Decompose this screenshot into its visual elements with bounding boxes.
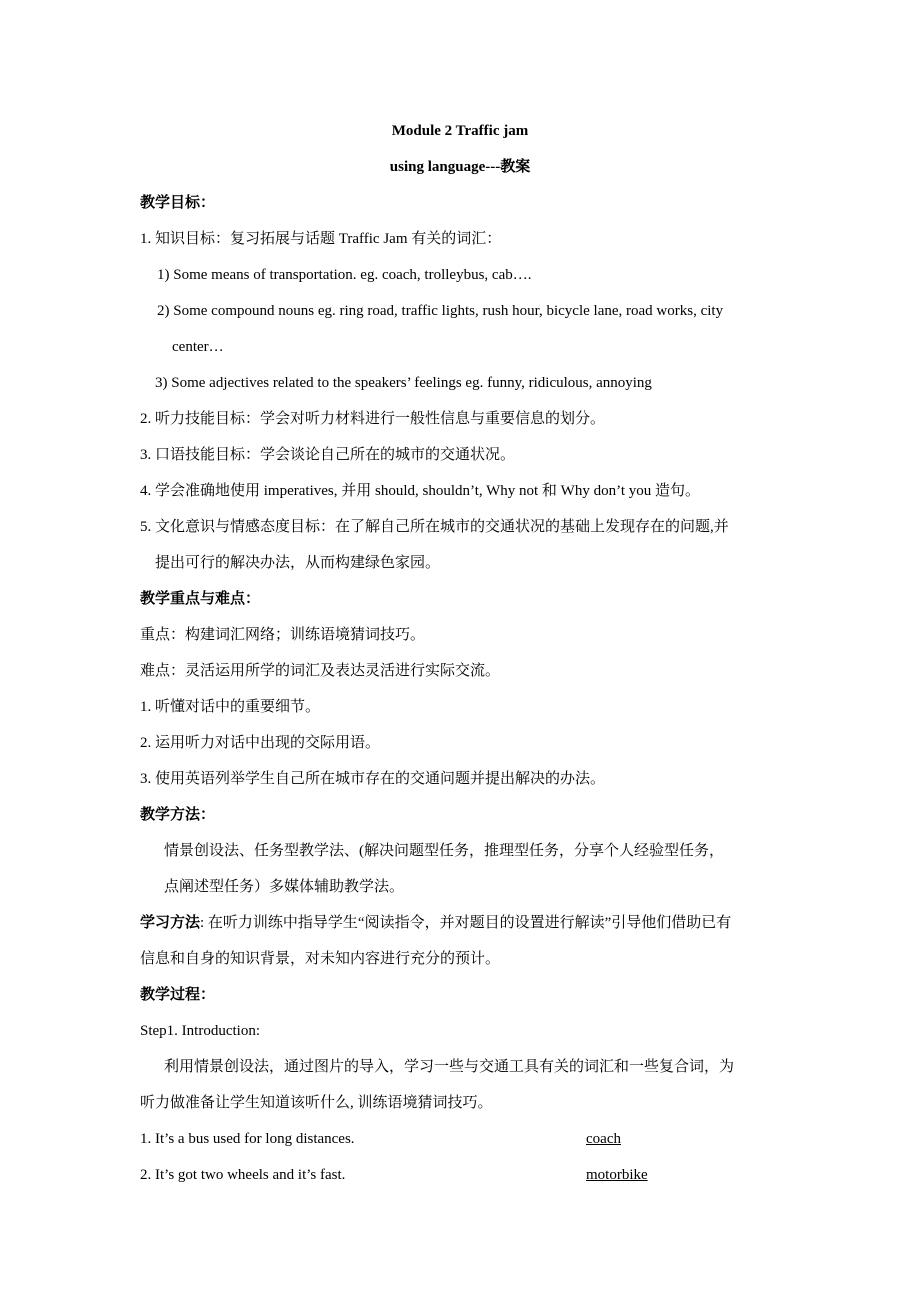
learning-methods-continued: 信息和自身的知识背景，对未知内容进行充分的预计。	[140, 951, 501, 967]
objective-item-2: 2. 听力技能目标：学会对听力材料进行一般性信息与重要信息的划分。	[140, 411, 606, 427]
difficulty-item-2: 2. 运用听力对话中出现的交际用语。	[140, 735, 381, 751]
objective-item-5-continued: 提出可行的解决办法，从而构建绿色家园。	[155, 555, 441, 571]
step1-description-continued: 听力做准备让学生知道该听什么, 训练语境猜词技巧。	[140, 1095, 493, 1111]
objectives-heading: 教学目标：	[140, 195, 216, 211]
objective-sub-2: 2) Some compound nouns eg. ring road, traffic lights, rush hour, bicycle lane, road works, city	[157, 303, 724, 319]
objective-item-3: 3. 口语技能目标：学会谈论自己所在的城市的交通状况。	[140, 447, 516, 463]
page-title: Module 2 Traffic jam	[391, 123, 529, 139]
objective-sub-1: 1) Some means of transportation. eg. coach, trolleybus, cab….	[157, 267, 532, 283]
objective-item-5: 5. 文化意识与情感态度目标：在了解自己所在城市的交通状况的基础上发现存在的问题,并	[140, 519, 729, 535]
answer-2: motorbike	[586, 1167, 648, 1183]
key-point-focus: 重点：构建词汇网络；训练语境猜词技巧。	[140, 627, 426, 643]
difficulty-item-1: 1. 听懂对话中的重要细节。	[140, 699, 321, 715]
learning-methods-label: 学习方法	[140, 915, 201, 931]
methods-line-2: 点阐述型任务）多媒体辅助教学法。	[164, 879, 405, 895]
step1-heading: Step1. Introduction:	[140, 1023, 260, 1039]
methods-heading: 教学方法：	[140, 807, 216, 823]
learning-methods	[140, 913, 731, 933]
process-heading: 教学过程：	[140, 987, 216, 1003]
page-subtitle: using language---教案	[389, 159, 531, 175]
methods-line-1: 情景创设法、任务型教学法、(解决问题型任务，推理型任务，分享个人经验型任务，	[164, 843, 724, 859]
learning-methods-text: : 在听力训练中指导学生“阅读指令，并对题目的设置进行解读”引导他们借助已有	[200, 915, 732, 931]
objective-sub-2-continued: center…	[172, 339, 224, 355]
objective-item-1: 1. 知识目标：复习拓展与话题 Traffic Jam 有关的词汇：	[140, 231, 502, 247]
difficulty-item-3: 3. 使用英语列举学生自己所在城市存在的交通问题并提出解决的办法。	[140, 771, 606, 787]
answer-1: coach	[586, 1131, 621, 1147]
objective-item-4: 4. 学会准确地使用 imperatives, 并用 should, shouldn’t, Why not 和 Why don’t you 造句。	[140, 483, 700, 499]
key-point-difficulty: 难点：灵活运用所学的词汇及表达灵活进行实际交流。	[140, 663, 501, 679]
objective-sub-3: 3) Some adjectives related to the speakers’ feelings eg. funny, ridiculous, annoying	[155, 375, 652, 391]
question-2: 2. It’s got two wheels and it’s fast.	[140, 1167, 346, 1183]
key-points-heading: 教学重点与难点：	[140, 591, 261, 607]
question-1: 1. It’s a bus used for long distances.	[140, 1131, 355, 1147]
step1-description: 利用情景创设法，通过图片的导入，学习一些与交通工具有关的词汇和一些复合词，为	[164, 1059, 735, 1075]
